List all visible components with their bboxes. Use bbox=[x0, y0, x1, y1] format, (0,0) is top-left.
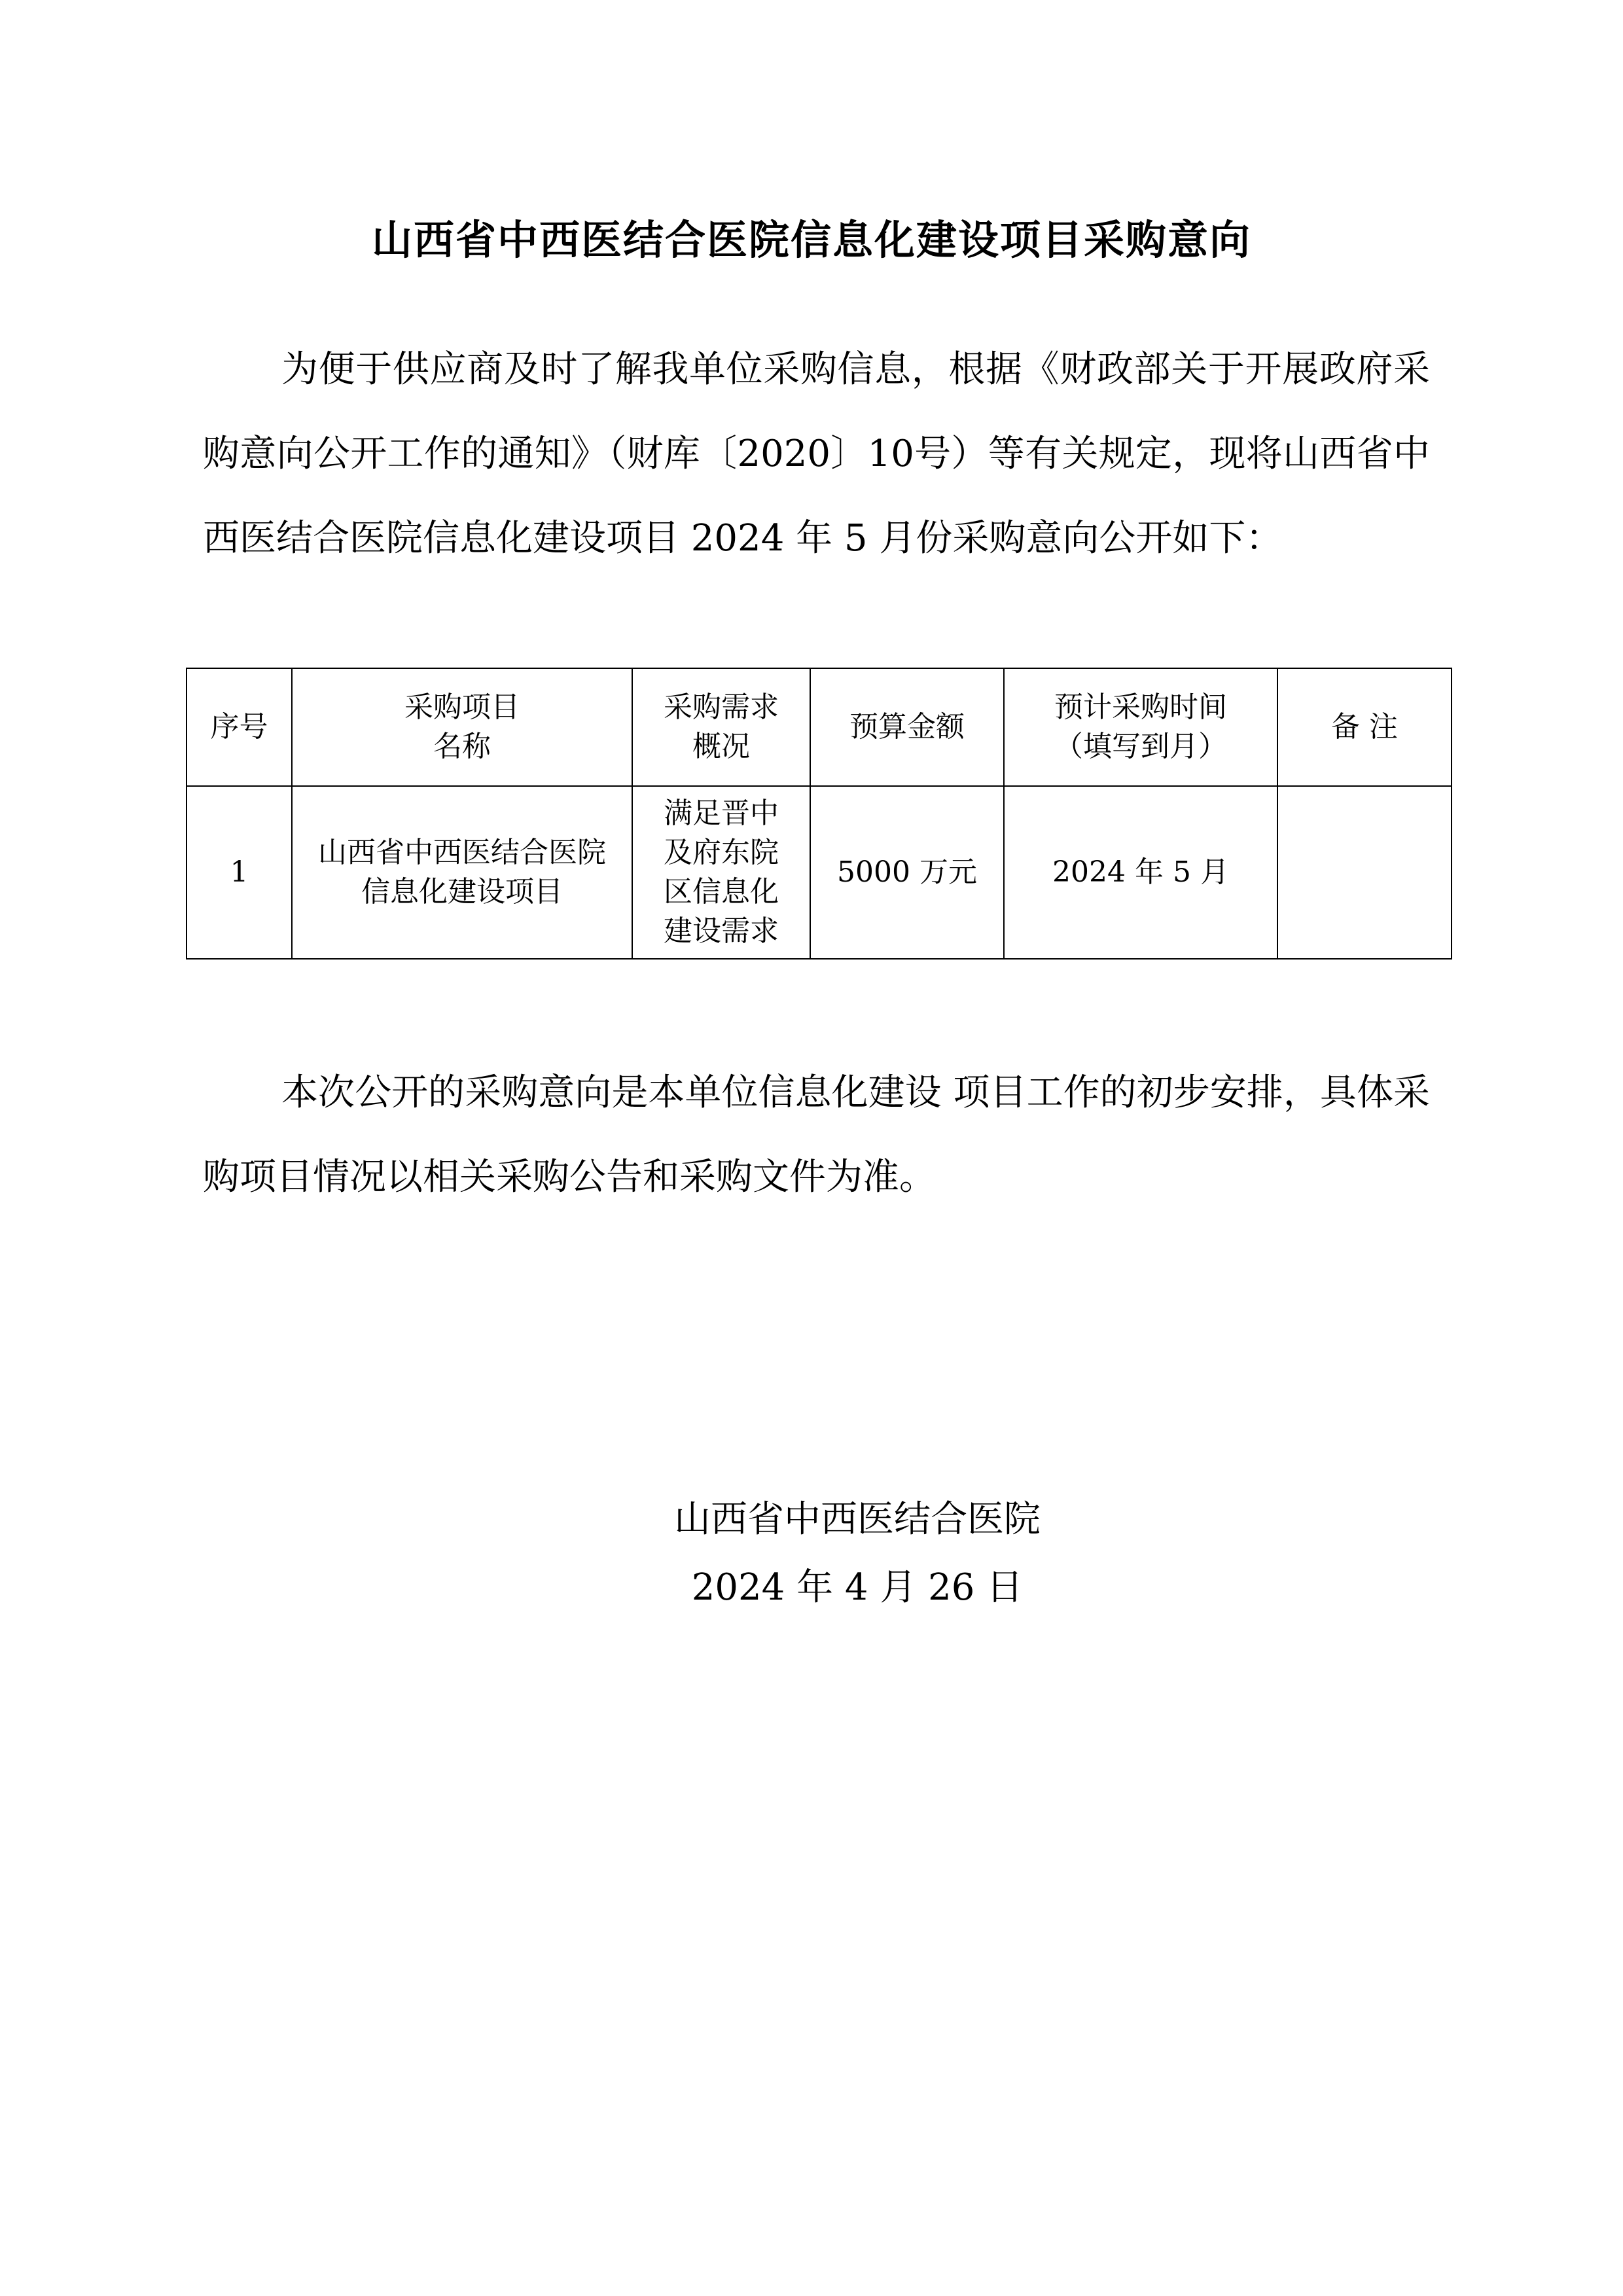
header-project-name-line: 采购项目 bbox=[404, 691, 520, 724]
header-requirement-line: 概况 bbox=[692, 730, 750, 763]
procurement-table bbox=[186, 668, 1452, 960]
cell-time: 2024 年 5 月 bbox=[1004, 786, 1277, 959]
cell-requirement-line: 满足晋中 bbox=[664, 797, 779, 830]
header-time bbox=[1004, 668, 1277, 786]
header-project-name-line: 名称 bbox=[433, 730, 491, 763]
signature-organization: 山西省中西医结合医院 bbox=[674, 1498, 1041, 1541]
header-time-line: （填写到月） bbox=[1054, 730, 1227, 763]
cell-requirement-line: 区信息化 bbox=[664, 875, 779, 908]
intro-paragraph: 为便于供应商及时了解我单位采购信息，根据《财政部关于开展政府采购意向公开工作的通知》（财库〔2020〕10号）等有关规定，现将山西省中西医结合医院信息化建设项目 2024 年 5 月份采购意向公开如下： bbox=[203, 348, 1430, 560]
header-project-name bbox=[292, 668, 632, 786]
cell-project-name bbox=[292, 786, 632, 959]
header-index: 序号 bbox=[187, 668, 292, 786]
cell-project-name-text: 山西省中西医结合医院信息化建设项目 bbox=[318, 836, 606, 908]
table-header-row bbox=[187, 668, 1452, 786]
header-requirement-line: 采购需求 bbox=[664, 691, 779, 724]
cell-budget: 5000 万元 bbox=[810, 786, 1004, 959]
cell-requirement-line: 及府东院 bbox=[664, 836, 779, 869]
cell-remark bbox=[1277, 786, 1452, 959]
cell-requirement-line: 建设需求 bbox=[664, 914, 779, 948]
header-remark: 备 注 bbox=[1277, 668, 1452, 786]
cell-requirement bbox=[632, 786, 810, 959]
signature-date: 2024 年 4 月 26 日 bbox=[691, 1566, 1024, 1609]
header-time-line: 预计采购时间 bbox=[1054, 691, 1227, 724]
document-title: 山西省中西医结合医院信息化建设项目采购意向 bbox=[371, 216, 1251, 264]
cell-index: 1 bbox=[187, 786, 292, 959]
header-requirement bbox=[632, 668, 810, 786]
outro-paragraph: 本次公开的采购意向是本单位信息化建设 项目工作的初步安排，具体采购项目情况以相关采购公告和采购文件为准。 bbox=[203, 1071, 1430, 1198]
header-budget: 预算金额 bbox=[810, 668, 1004, 786]
table-row bbox=[187, 786, 1452, 959]
